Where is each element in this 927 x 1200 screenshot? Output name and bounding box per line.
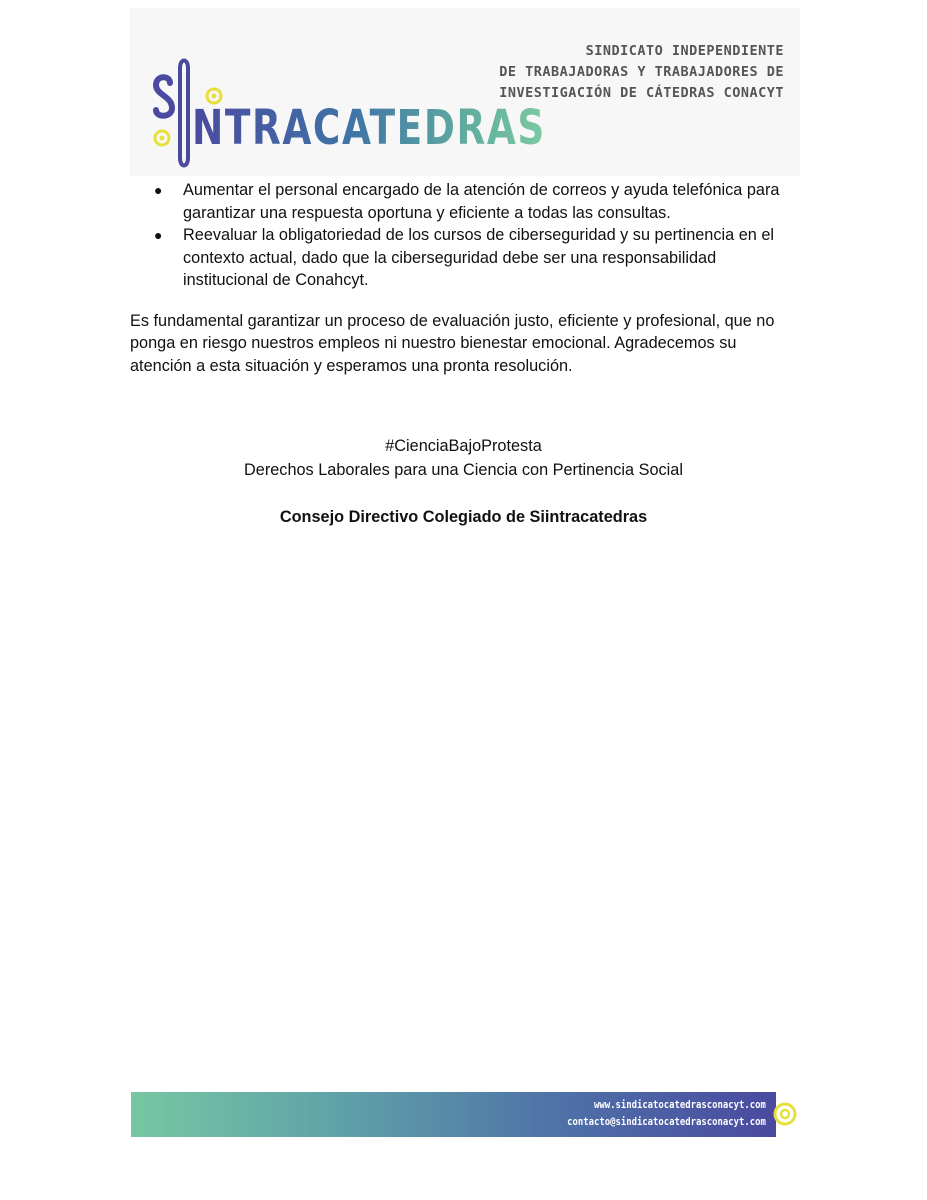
signature: Consejo Directivo Colegiado de Siintracatedras — [279, 508, 648, 526]
bullet-icon: ● — [154, 182, 163, 198]
list-item — [130, 224, 800, 292]
footer-contact — [567, 1097, 766, 1131]
organization-name — [499, 41, 784, 104]
bullet-text: Reevaluar la obligatoriedad de los cursos de ciberseguridad y su pertinencia en el contexto actual, dado que la ciberseguridad debe ser una responsabilidad institucional de Conahcyt. — [183, 226, 775, 289]
org-line-2: DE TRABAJADORAS Y TRABAJADORES DE — [499, 64, 784, 80]
email-link[interactable]: contacto@sindicatocatedrasconacyt.com — [567, 1116, 766, 1128]
closing-paragraph: Es fundamental garantizar un proceso de evaluación justo, eficiente y profesional, que no ponga en riesgo nuestros empleos ni nuestro bienestar emocional. Agradecemos su atención a esta situación y esperamos una pronta resolución. — [130, 311, 775, 375]
letter-body — [130, 179, 800, 393]
org-line-1: SINDICATO INDEPENDIENTE — [585, 43, 784, 59]
footer-banner — [131, 1092, 776, 1137]
bullet-text: Aumentar el personal encargado de la atención de correos y ayuda telefónica para garantizar una respuesta oportuna y eficiente a todas las consultas. — [183, 181, 780, 222]
org-line-3: INVESTIGACIÓN DE CÁTEDRAS CONACYT — [499, 85, 784, 101]
slogan: Derechos Laborales para una Ciencia con Pertinencia Social — [244, 461, 683, 479]
logo-wordmark: NTRACATEDRAS — [192, 100, 546, 156]
recommendation-list — [130, 179, 800, 292]
list-item — [130, 179, 800, 224]
circle-target-icon — [772, 1101, 798, 1127]
hashtag: #CienciaBajoProtesta — [385, 437, 542, 455]
website-link[interactable]: www.sindicatocatedrasconacyt.com — [594, 1099, 766, 1111]
closing-block — [130, 434, 797, 529]
bullet-icon: ● — [154, 227, 163, 243]
